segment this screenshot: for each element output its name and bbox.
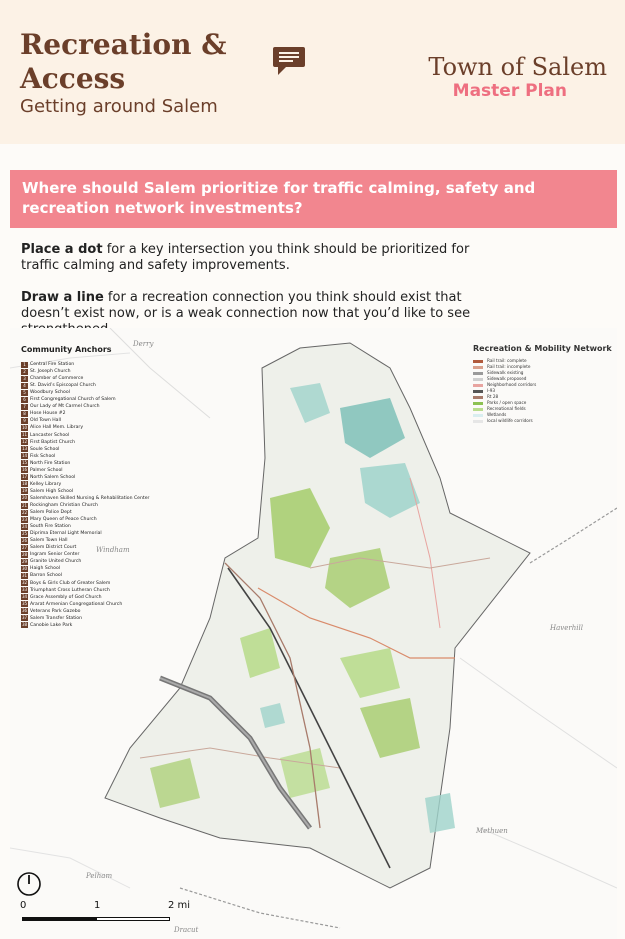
anchor-label: Diprima Eternal Light Memorial <box>30 531 102 537</box>
line-instruction-bold: Draw a line <box>21 290 104 305</box>
legend-swatch <box>473 378 483 381</box>
anchor-number: 9 <box>21 418 28 424</box>
anchor-item <box>21 467 149 474</box>
anchor-item <box>21 615 149 622</box>
page-header <box>0 0 625 144</box>
anchor-item <box>21 558 149 565</box>
anchor-number: 26 <box>21 537 28 543</box>
place-windham: Windham <box>96 546 130 554</box>
anchor-item <box>21 368 149 375</box>
anchor-label: North Fire Station <box>30 460 71 466</box>
anchor-label: St. Joseph Church <box>30 369 71 375</box>
anchor-label: Ararat Armenian Congregational Church <box>30 601 123 607</box>
anchor-number: 8 <box>21 411 28 417</box>
anchor-label: Haigh School <box>30 566 61 572</box>
network-label: Neighborhood corridors <box>487 382 537 387</box>
anchor-number: 16 <box>21 467 28 473</box>
legend-swatch <box>473 396 483 399</box>
anchor-item <box>21 375 149 382</box>
community-anchors-legend <box>21 346 149 629</box>
page-subtitle: Getting around Salem <box>20 96 218 117</box>
anchor-item <box>21 537 149 544</box>
anchor-item <box>21 424 149 431</box>
anchor-number: 15 <box>21 460 28 466</box>
network-legend-item <box>473 418 612 424</box>
anchor-number: 27 <box>21 544 28 550</box>
anchor-item <box>21 481 149 488</box>
anchor-number: 31 <box>21 572 28 578</box>
legend-swatch <box>473 360 483 363</box>
anchor-label: Chamber of Commerce <box>30 376 84 382</box>
anchor-label: Salem Transfer Station <box>30 615 83 621</box>
anchor-number: 30 <box>21 565 28 571</box>
place-pelham: Pelham <box>86 872 113 880</box>
place-dracut: Dracut <box>174 926 199 934</box>
anchor-item <box>21 502 149 509</box>
dot-instruction <box>21 242 501 274</box>
anchor-label: Triumphant Cross Lutheran Church <box>30 587 110 593</box>
anchor-item <box>21 446 149 453</box>
legend-swatch <box>473 414 483 417</box>
anchor-number: 33 <box>21 587 28 593</box>
anchor-label: Hose House #2 <box>30 411 66 417</box>
anchor-label: Ingram Senior Center <box>30 552 80 558</box>
anchor-item <box>21 565 149 572</box>
anchor-item <box>21 580 149 587</box>
legend-swatch <box>473 384 483 387</box>
anchor-label: Fisk School <box>30 453 56 459</box>
chat-bubble-icon <box>272 45 306 77</box>
network-title: Recreation & Mobility Network <box>473 344 612 353</box>
title-line-1: Recreation & <box>20 28 227 61</box>
anchor-number: 36 <box>21 608 28 614</box>
anchor-label: First Baptist Church <box>30 439 75 445</box>
anchor-label: First Congregational Church of Salem <box>30 397 116 403</box>
anchor-number: 17 <box>21 474 28 480</box>
anchor-label: Salem District Court <box>30 545 77 551</box>
anchor-item <box>21 509 149 516</box>
network-label: Rt 28 <box>487 394 499 399</box>
anchor-item <box>21 601 149 608</box>
network-label: Rail trail: complete <box>487 358 527 363</box>
anchor-label: Palmer School <box>30 467 63 473</box>
anchor-label: Veterans Park Gazebo <box>30 608 81 614</box>
anchor-label: Boys & Girls Club of Greater Salem <box>30 580 111 586</box>
anchor-number: 28 <box>21 551 28 557</box>
anchor-number: 6 <box>21 397 28 403</box>
place-haverhill: Haverhill <box>550 624 583 632</box>
anchor-label: Mary Queen of Peace Church <box>30 517 97 523</box>
anchor-label: Lancaster School <box>30 432 70 438</box>
anchor-label: North Salem School <box>30 474 76 480</box>
anchor-number: 4 <box>21 383 28 389</box>
anchor-label: Salemhaven Skilled Nursing & Rehabilitation Center <box>30 495 150 501</box>
anchor-item <box>21 432 149 439</box>
network-label: Wetlands <box>487 412 507 417</box>
anchor-item <box>21 389 149 396</box>
anchor-label: Salem High School <box>30 488 74 494</box>
legend-swatch <box>473 390 483 393</box>
anchor-number: 38 <box>21 622 28 628</box>
scale-label-2: 2 mi <box>168 900 191 911</box>
anchor-item <box>21 361 149 368</box>
anchor-number: 12 <box>21 439 28 445</box>
anchor-item <box>21 396 149 403</box>
network-label: I-93 <box>487 388 496 393</box>
anchor-item <box>21 572 149 579</box>
anchor-label: Barron School <box>30 573 62 579</box>
anchor-item <box>21 544 149 551</box>
anchor-number: 37 <box>21 615 28 621</box>
anchor-item <box>21 594 149 601</box>
anchor-number: 14 <box>21 453 28 459</box>
master-plan-label: Master Plan <box>452 81 567 101</box>
anchor-label: Kelley Library <box>30 481 62 487</box>
network-label: local wildlife corridors <box>487 418 533 423</box>
anchor-list <box>21 361 149 629</box>
legend-swatch <box>473 420 483 423</box>
scale-label-0: 0 <box>20 900 27 911</box>
town-name: Town of Salem <box>428 53 607 81</box>
anchor-label: Canobie Lake Park <box>30 622 73 628</box>
place-derry: Derry <box>133 340 154 348</box>
anchor-item <box>21 587 149 594</box>
anchor-number: 32 <box>21 580 28 586</box>
anchor-label: Grace Assembly of God Church <box>30 594 102 600</box>
anchor-number: 24 <box>21 523 28 529</box>
network-list <box>473 358 612 424</box>
anchor-item <box>21 439 149 446</box>
anchor-label: St. David’s Episcopal Church <box>30 383 96 389</box>
anchor-label: Soule School <box>30 446 60 452</box>
anchor-number: 20 <box>21 495 28 501</box>
legend-swatch <box>473 408 483 411</box>
dot-instruction-bold: Place a dot <box>21 242 103 257</box>
anchor-label: Salem Police Dept <box>30 510 72 516</box>
legend-swatch <box>473 402 483 405</box>
anchor-number: 3 <box>21 376 28 382</box>
anchor-item <box>21 530 149 537</box>
network-label: Sidewalk existing <box>487 370 524 375</box>
anchor-number: 34 <box>21 594 28 600</box>
anchor-label: Granite United Church <box>30 559 82 565</box>
anchor-item <box>21 516 149 523</box>
anchor-item <box>21 453 149 460</box>
network-label: Parks / open space <box>487 400 527 405</box>
anchor-number: 25 <box>21 530 28 536</box>
network-label: Rail trail: incomplete <box>487 364 531 369</box>
north-arrow-icon <box>16 871 42 897</box>
anchor-item <box>21 495 149 502</box>
anchor-item <box>21 523 149 530</box>
anchor-item <box>21 460 149 467</box>
anchor-item <box>21 382 149 389</box>
anchor-number: 21 <box>21 502 28 508</box>
anchor-label: Woodbury School <box>30 390 70 396</box>
anchor-number: 10 <box>21 424 28 430</box>
anchor-number: 22 <box>21 509 28 515</box>
title-line-2: Access <box>20 62 126 95</box>
scale-label-1: 1 <box>94 900 101 911</box>
anchor-label: Central Fire Station <box>30 362 75 368</box>
anchor-item <box>21 410 149 417</box>
network-label: Recreational fields <box>487 406 526 411</box>
dot-instruction-text: for a key intersection you think should be prioritized for traffic calming and safety improvements. <box>21 242 470 273</box>
anchors-title: Community Anchors <box>21 345 112 354</box>
anchor-label: Rockingham Christian Church <box>30 502 98 508</box>
legend-swatch <box>473 366 483 369</box>
place-methuen: Methuen <box>476 827 508 835</box>
anchor-number: 18 <box>21 481 28 487</box>
anchor-number: 7 <box>21 404 28 410</box>
anchor-item <box>21 403 149 410</box>
anchor-number: 11 <box>21 432 28 438</box>
anchor-number: 1 <box>21 362 28 368</box>
page-title <box>20 28 226 96</box>
anchor-number: 23 <box>21 516 28 522</box>
anchor-number: 29 <box>21 558 28 564</box>
anchor-item <box>21 488 149 495</box>
question-banner: Where should Salem prioritize for traffic calming, safety and recreation network investments? <box>10 170 617 228</box>
anchor-number: 35 <box>21 601 28 607</box>
network-label: Sidewalk proposed <box>487 376 527 381</box>
anchor-label: Old Town Hall <box>30 418 62 424</box>
anchor-number: 5 <box>21 390 28 396</box>
line-instruction-text: for a recreation connection you think should exist that doesn’t exist now, or is a weak connection now that you’d like to see <box>21 290 471 321</box>
anchor-item <box>21 551 149 558</box>
anchor-label: South Fire Station <box>30 524 71 530</box>
anchor-item <box>21 622 149 629</box>
anchor-item <box>21 474 149 481</box>
anchor-label: Salem Town Hall <box>30 538 68 544</box>
anchor-label: Our Lady of Mt Carmel Church <box>30 404 100 410</box>
anchor-number: 13 <box>21 446 28 452</box>
anchor-label: Alice Hall Mem. Library <box>30 425 84 431</box>
anchor-number: 2 <box>21 369 28 375</box>
network-legend <box>473 346 612 424</box>
anchor-number: 19 <box>21 488 28 494</box>
anchor-item <box>21 417 149 424</box>
anchor-item <box>21 608 149 615</box>
legend-swatch <box>473 372 483 375</box>
